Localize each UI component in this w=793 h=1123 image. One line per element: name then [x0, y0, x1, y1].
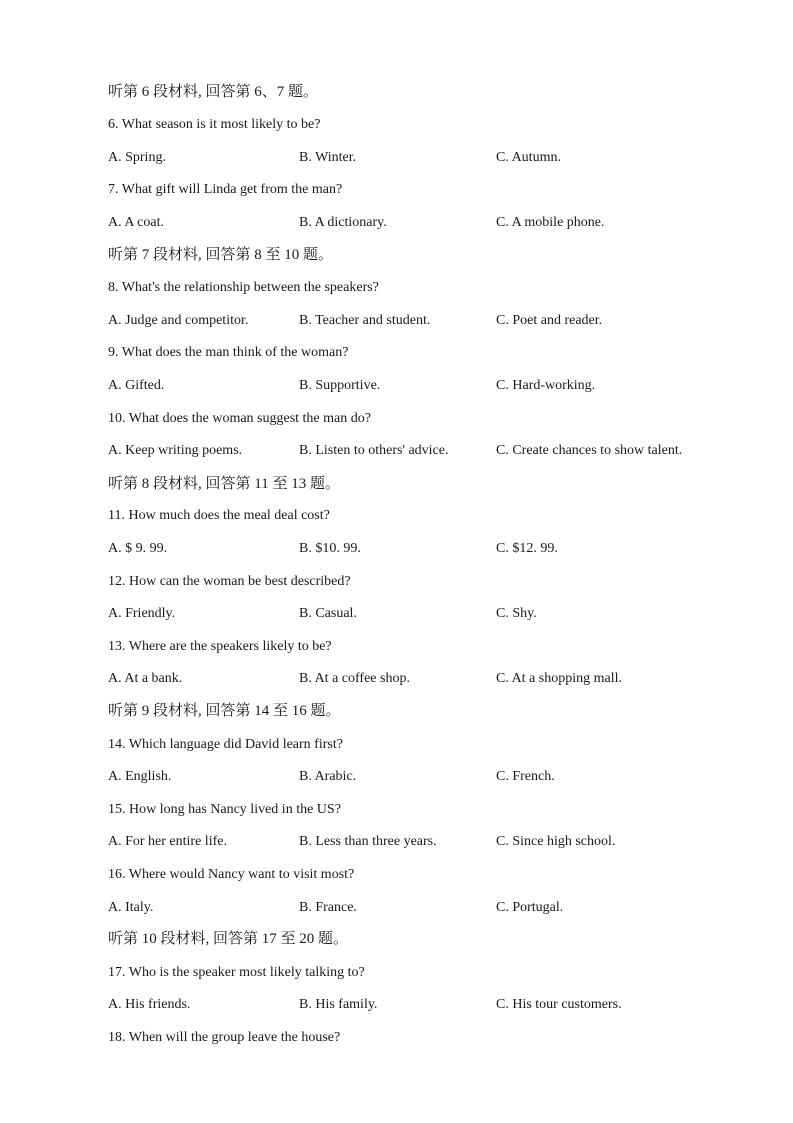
option-b: B. Casual. [299, 606, 357, 621]
option-c: C. Since high school. [496, 834, 616, 849]
question-12: 12. How can the woman be best described? [108, 574, 351, 589]
option-c: C. At a shopping mall. [496, 671, 622, 686]
question-15: 15. How long has Nancy lived in the US? [108, 802, 341, 817]
question-11: 11. How much does the meal deal cost? [108, 508, 330, 523]
section-heading: 听第 10 段材料, 回答第 17 至 20 题。 [108, 931, 349, 947]
option-c: C. French. [496, 769, 555, 784]
option-a: A. At a bank. [108, 671, 183, 686]
option-a: A. Keep writing poems. [108, 443, 243, 458]
option-b: B. At a coffee shop. [299, 671, 410, 686]
question-8: 8. What's the relationship between the speakers? [108, 280, 379, 295]
section-heading: 听第 7 段材料, 回答第 8 至 10 题。 [108, 247, 334, 263]
section-heading: 听第 6 段材料, 回答第 6、7 题。 [108, 84, 319, 100]
option-b: B. Supportive. [299, 378, 381, 393]
question-9: 9. What does the man think of the woman? [108, 345, 349, 360]
option-c: C. Poet and reader. [496, 313, 603, 328]
option-b: B. His family. [299, 997, 378, 1012]
question-14: 14. Which language did David learn first? [108, 737, 343, 752]
option-b: B. France. [299, 900, 357, 915]
option-c: C. Create chances to show talent. [496, 443, 683, 458]
section-heading: 听第 9 段材料, 回答第 14 至 16 题。 [108, 703, 341, 719]
option-c: C. Hard-working. [496, 378, 596, 393]
option-a: A. Judge and competitor. [108, 313, 249, 328]
option-b: B. Teacher and student. [299, 313, 431, 328]
option-b: B. $10. 99. [299, 541, 361, 556]
option-c: C. Autumn. [496, 150, 561, 165]
question-17: 17. Who is the speaker most likely talking to? [108, 965, 365, 980]
option-a: A. English. [108, 769, 172, 784]
option-b: B. A dictionary. [299, 215, 387, 230]
option-a: A. Italy. [108, 900, 154, 915]
option-b: B. Less than three years. [299, 834, 437, 849]
option-b: B. Winter. [299, 150, 357, 165]
question-16: 16. Where would Nancy want to visit most? [108, 867, 355, 882]
option-a: A. $ 9. 99. [108, 541, 168, 556]
question-13: 13. Where are the speakers likely to be? [108, 639, 332, 654]
option-a: A. For her entire life. [108, 834, 227, 849]
option-c: C. His tour customers. [496, 997, 622, 1012]
option-b: B. Arabic. [299, 769, 357, 784]
option-a: A. Gifted. [108, 378, 165, 393]
option-c: C. $12. 99. [496, 541, 558, 556]
option-b: B. Listen to others' advice. [299, 443, 449, 458]
option-c: C. Shy. [496, 606, 537, 621]
option-c: C. Portugal. [496, 900, 564, 915]
question-6: 6. What season is it most likely to be? [108, 117, 321, 132]
section-heading: 听第 8 段材料, 回答第 11 至 13 题。 [108, 476, 340, 492]
option-a: A. His friends. [108, 997, 191, 1012]
question-7: 7. What gift will Linda get from the man? [108, 182, 343, 197]
question-18: 18. When will the group leave the house? [108, 1030, 341, 1045]
question-10: 10. What does the woman suggest the man do? [108, 411, 371, 426]
option-a: A. A coat. [108, 215, 164, 230]
option-a: A. Spring. [108, 150, 166, 165]
option-c: C. A mobile phone. [496, 215, 605, 230]
option-a: A. Friendly. [108, 606, 176, 621]
